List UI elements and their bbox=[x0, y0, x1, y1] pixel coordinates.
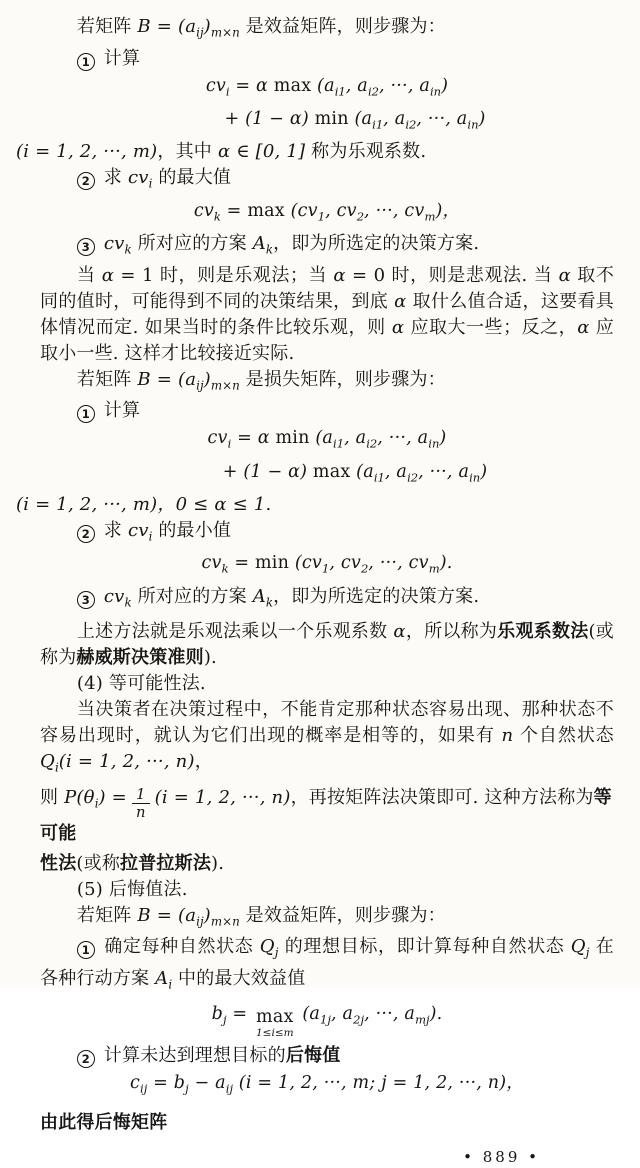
text-segment: i bbox=[148, 529, 153, 544]
text-segment: 性法 bbox=[40, 852, 77, 874]
text-segment: = α bbox=[229, 75, 274, 96]
cvk-max-formula bbox=[40, 198, 614, 230]
text-segment: (cv bbox=[289, 553, 322, 574]
text-segment: i1 bbox=[372, 117, 384, 132]
step1-compute-loss bbox=[40, 398, 614, 424]
text-segment: ). bbox=[439, 553, 453, 574]
text-segment: B bbox=[137, 904, 151, 926]
text-segment: k bbox=[213, 209, 221, 224]
text-segment: (或称为 bbox=[40, 621, 615, 669]
text-segment: (i = 1, 2, ···, m) bbox=[16, 493, 158, 515]
text-segment: A bbox=[155, 967, 169, 989]
text-segment: ，再按矩阵法决策即可. 这种方法称为 bbox=[290, 786, 594, 808]
text-segment: i bbox=[168, 977, 173, 992]
operator-name: max bbox=[256, 1006, 294, 1027]
text-segment: 计算 bbox=[97, 47, 141, 69]
text-segment: k bbox=[221, 561, 229, 576]
text-segment: m×n bbox=[210, 25, 240, 40]
text-segment: 取什么值合适，这要看具体情况而定. 如果当时的条件比较乐观，则 bbox=[40, 290, 614, 338]
text-segment: ) bbox=[203, 16, 211, 37]
text-segment: Q bbox=[259, 936, 275, 958]
text-segment: , a bbox=[344, 428, 367, 449]
text-segment: 若矩阵 bbox=[76, 16, 138, 37]
text-segment: k bbox=[124, 242, 132, 257]
text-segment: , cv bbox=[325, 200, 357, 221]
section5-heading bbox=[40, 877, 614, 903]
text-segment: 中的最大效益值 bbox=[172, 967, 306, 989]
circled-number: 3 bbox=[77, 591, 95, 609]
text-segment: (或称 bbox=[76, 852, 121, 874]
text-segment: i2 bbox=[367, 83, 379, 98]
text-segment: 应取小一些. 这样才比较接近实际. bbox=[40, 316, 614, 364]
text-segment: (5) 后悔值法. bbox=[76, 878, 188, 900]
text-segment: ，其中 bbox=[157, 141, 218, 163]
text-segment: , ···, a bbox=[418, 461, 470, 482]
text-segment: m bbox=[428, 561, 440, 576]
text-segment: i bbox=[54, 760, 59, 775]
text-segment: = bbox=[220, 200, 248, 221]
text-segment: = 1 时，则是乐观法；当 bbox=[114, 264, 334, 286]
text-segment: 求 bbox=[97, 519, 128, 541]
step2-find-min bbox=[40, 518, 614, 550]
text-segment: , cv bbox=[329, 553, 361, 574]
text-segment: B bbox=[137, 368, 151, 390]
section4-heading bbox=[40, 671, 614, 697]
text-segment: α bbox=[214, 493, 227, 515]
text-segment: , a bbox=[330, 1004, 354, 1025]
text-segment: 的最大值 bbox=[152, 167, 232, 189]
operator-limits: 1≤i≤m bbox=[256, 1027, 294, 1040]
text-segment: (a bbox=[296, 1004, 321, 1025]
text-segment: i1 bbox=[334, 83, 346, 98]
text-segment: ) bbox=[441, 75, 449, 96]
equal-likelihood-paragraph bbox=[40, 697, 614, 781]
text-segment: 确定每种自然状态 bbox=[97, 936, 260, 958]
bj-max-formula bbox=[40, 1001, 614, 1038]
text-segment: ，即为所选定的决策方案. bbox=[273, 233, 480, 255]
text-segment: ，所以称为 bbox=[405, 621, 498, 643]
cv-max-formula bbox=[40, 73, 614, 105]
fraction-denominator: n bbox=[132, 803, 150, 821]
circled-number: 2 bbox=[77, 172, 95, 190]
text-segment: (4) 等可能性法. bbox=[76, 673, 206, 695]
text-segment: c bbox=[130, 1072, 141, 1093]
text-segment: j bbox=[585, 945, 590, 960]
text-segment: (i = 1, 2, ···, m) bbox=[16, 141, 158, 163]
step3-selected-plan bbox=[40, 231, 614, 263]
range-optimism-coefficient bbox=[16, 139, 614, 165]
text-segment: ij bbox=[196, 378, 204, 393]
text-segment: 等可能 bbox=[40, 786, 612, 844]
text-segment: n bbox=[501, 725, 514, 747]
text-segment: ij bbox=[196, 914, 204, 929]
text-segment: α bbox=[394, 290, 407, 312]
fraction-numerator: 1 bbox=[136, 786, 146, 804]
text-segment: k bbox=[124, 595, 132, 610]
text-segment: , ···, cv bbox=[364, 200, 425, 221]
text-segment: 后悔值 bbox=[285, 1044, 341, 1066]
text-segment: 上述方法就是乐观法乘以一个乐观系数 bbox=[76, 621, 394, 643]
text-segment: in bbox=[469, 469, 481, 484]
hurwicz-method-paragraph bbox=[40, 619, 614, 671]
text-segment: cv bbox=[205, 75, 226, 96]
step1-compute bbox=[40, 46, 614, 72]
text-segment: , ···, a bbox=[377, 428, 429, 449]
text-segment: ) = bbox=[98, 786, 127, 808]
circled-number: 2 bbox=[77, 525, 95, 543]
text-segment: ). bbox=[211, 852, 225, 874]
text-segment: m×n bbox=[210, 378, 240, 393]
text-segment: P(θ bbox=[64, 786, 95, 808]
step3-selected-plan-loss bbox=[40, 584, 614, 616]
text-segment: = α bbox=[231, 428, 276, 449]
text-segment: i1 bbox=[373, 469, 385, 484]
text-segment: = 0 时，则是悲观法. 当 bbox=[345, 264, 559, 286]
step2-find-max bbox=[40, 165, 614, 197]
text-segment: α bbox=[101, 264, 115, 286]
text-segment: i bbox=[94, 796, 99, 811]
text-segment: α bbox=[333, 264, 346, 286]
text-segment: 1 bbox=[321, 561, 330, 576]
text-segment: max bbox=[312, 461, 351, 482]
text-segment: = bbox=[226, 1004, 253, 1025]
text-segment: α bbox=[393, 621, 406, 643]
text-segment: cv bbox=[103, 233, 125, 255]
text-segment: 拉普拉斯法 bbox=[120, 852, 212, 874]
text-segment: = (a bbox=[150, 368, 197, 390]
text-segment: 1j bbox=[320, 1012, 331, 1027]
probability-fraction-line bbox=[40, 785, 614, 847]
cvk-min-formula bbox=[40, 550, 614, 582]
text-segment: min bbox=[255, 553, 290, 574]
text-segment: α ∈ [0, 1] bbox=[217, 141, 306, 163]
text-segment: B bbox=[137, 16, 151, 37]
text-segment: m×n bbox=[210, 914, 240, 929]
text-segment: ) bbox=[480, 461, 488, 482]
text-segment: 则 bbox=[40, 786, 65, 808]
text-segment: min bbox=[275, 428, 310, 449]
circled-number: 1 bbox=[77, 405, 95, 423]
text-segment: ≤ 1. bbox=[226, 493, 272, 515]
text-segment: (i = 1, 2, ···, n) bbox=[58, 751, 195, 773]
text-segment: Q bbox=[40, 751, 55, 773]
text-segment: = (a bbox=[150, 904, 197, 926]
text-segment: α bbox=[391, 316, 405, 338]
text-segment: min bbox=[314, 108, 349, 129]
text-segment: m bbox=[424, 209, 436, 224]
text-segment: i2 bbox=[407, 469, 419, 484]
text-segment: cv bbox=[127, 519, 149, 541]
laplace-method-line bbox=[40, 851, 614, 877]
cv-min-formula-cont bbox=[40, 106, 614, 138]
text-segment: )， bbox=[435, 200, 461, 221]
cv-min-formula bbox=[40, 425, 614, 457]
text-segment: + (1 − α) bbox=[224, 108, 315, 129]
text-segment: 所对应的方案 bbox=[131, 585, 253, 607]
text-segment: ) bbox=[439, 428, 447, 449]
text-segment: 应取大一些；反之， bbox=[404, 316, 578, 338]
text-segment: 计算未达到理想目标的 bbox=[97, 1044, 286, 1066]
text-segment: + (1 − α) bbox=[222, 461, 313, 482]
text-segment: (a bbox=[348, 108, 373, 129]
text-segment: ，即为所选定的决策方案. bbox=[273, 585, 480, 607]
text-segment: , a bbox=[345, 75, 368, 96]
text-segment: ij bbox=[140, 1080, 148, 1095]
text-segment: 当决策者在决策过程中，不能肯定那种状态容易出现、那种状态不容易出现时，就认为它们出现的概率是相等的，如果有 bbox=[40, 699, 614, 747]
text-segment: 若矩阵 bbox=[76, 904, 138, 926]
text-segment: 计算 bbox=[97, 400, 141, 422]
regret-value-formula bbox=[40, 1070, 614, 1102]
text-segment: cv bbox=[193, 200, 214, 221]
text-segment: = bbox=[228, 553, 255, 574]
text-segment: ). bbox=[429, 1004, 443, 1025]
text-segment: , a bbox=[384, 461, 408, 482]
cv-max-formula-cont bbox=[40, 459, 614, 491]
text-segment: , a bbox=[383, 108, 406, 129]
document-body bbox=[16, 14, 615, 1136]
text-segment: (a bbox=[350, 461, 374, 482]
text-segment: in bbox=[428, 436, 440, 451]
text-segment: 当 bbox=[76, 264, 102, 286]
text-segment: (i = 1, 2, ···, m; j = 1, 2, ···, n)， bbox=[233, 1072, 524, 1093]
text-segment: (a bbox=[309, 428, 334, 449]
text-segment: (a bbox=[311, 75, 335, 96]
text-segment: 求 bbox=[97, 167, 128, 189]
text-segment: ). bbox=[203, 647, 217, 669]
benefit-matrix-intro bbox=[40, 14, 614, 46]
text-segment: 称为乐观系数. bbox=[305, 141, 427, 163]
text-segment: ij bbox=[225, 1080, 234, 1095]
text-segment: ) bbox=[203, 368, 211, 390]
text-segment: i2 bbox=[405, 117, 417, 132]
text-segment: − a bbox=[188, 1072, 226, 1093]
text-segment: A bbox=[252, 233, 266, 255]
text-segment: Q bbox=[570, 936, 586, 958]
text-segment: i2 bbox=[366, 436, 378, 451]
text-segment: b bbox=[211, 1004, 224, 1025]
text-segment: j bbox=[185, 1080, 189, 1095]
text-segment: , ···, a bbox=[379, 75, 430, 96]
text-segment: cv bbox=[103, 585, 125, 607]
text-segment: max bbox=[273, 75, 312, 96]
circled-number: 1 bbox=[77, 941, 95, 959]
text-segment: 是效益矩阵，则步骤为： bbox=[239, 16, 446, 37]
step2-regret-value bbox=[40, 1043, 614, 1069]
page-number: • 889 • bbox=[463, 1147, 540, 1166]
regret-matrix-conclusion bbox=[40, 1110, 614, 1136]
text-segment: 由此得后悔矩阵 bbox=[40, 1111, 168, 1133]
text-segment: , ···, cv bbox=[368, 553, 429, 574]
text-segment: , ···, a bbox=[416, 108, 468, 129]
text-segment: 所对应的方案 bbox=[131, 233, 253, 255]
text-segment: k bbox=[265, 595, 274, 610]
text-segment: i bbox=[227, 436, 232, 451]
text-segment: i bbox=[148, 176, 153, 191]
circled-number: 2 bbox=[77, 1050, 95, 1068]
text-segment: A bbox=[252, 585, 266, 607]
alpha-discussion-paragraph bbox=[40, 263, 614, 367]
text-segment: max bbox=[247, 200, 285, 221]
text-segment: k bbox=[265, 242, 274, 257]
text-segment: 是损失矩阵，则步骤为： bbox=[239, 368, 446, 390]
text-segment: 赫威斯决策准则 bbox=[76, 647, 204, 669]
text-segment: ， bbox=[194, 751, 213, 773]
text-segment: 个自然状态 bbox=[513, 725, 614, 747]
text-segment: mj bbox=[415, 1012, 430, 1027]
text-segment: 2j bbox=[353, 1012, 365, 1027]
text-segment: = (a bbox=[150, 16, 197, 37]
text-segment: j bbox=[274, 945, 279, 960]
text-segment: ) bbox=[203, 904, 211, 926]
text-segment: 的理想目标，即计算每种自然状态 bbox=[278, 936, 571, 958]
text-segment: = b bbox=[147, 1072, 186, 1093]
text-segment: ) bbox=[478, 108, 486, 129]
text-segment: in bbox=[429, 83, 442, 98]
text-segment: 在各种行动方案 bbox=[40, 936, 615, 989]
circled-number: 3 bbox=[77, 238, 95, 256]
text-segment: 的最小值 bbox=[152, 519, 232, 541]
text-segment: (i = 1, 2, ···, n) bbox=[154, 786, 291, 808]
fraction bbox=[132, 788, 150, 821]
text-segment: i1 bbox=[333, 436, 345, 451]
range-alpha bbox=[16, 492, 614, 518]
text-segment: cv bbox=[127, 167, 149, 189]
text-segment: 1 bbox=[317, 209, 326, 224]
text-segment: 2 bbox=[356, 209, 365, 224]
text-segment: i bbox=[225, 83, 230, 98]
text-segment: α bbox=[577, 316, 590, 338]
text-segment: 取不同的值时，可能得到不同的决策结果，到底 bbox=[40, 264, 615, 312]
text-segment: 乐观系数法 bbox=[497, 621, 589, 643]
max-operator-with-limits bbox=[256, 1006, 294, 1040]
text-segment: cv bbox=[207, 428, 228, 449]
text-segment: 是效益矩阵，则步骤为： bbox=[239, 904, 446, 926]
text-segment: α bbox=[558, 264, 571, 286]
text-segment: in bbox=[467, 117, 479, 132]
loss-matrix-intro bbox=[40, 367, 614, 399]
text-segment: 2 bbox=[360, 561, 369, 576]
text-segment: 若矩阵 bbox=[76, 368, 138, 390]
text-segment: , ···, a bbox=[364, 1004, 416, 1025]
step1-ideal-target-paragraph bbox=[40, 934, 614, 997]
text-segment: ，0 ≤ bbox=[157, 493, 215, 515]
text-segment: ij bbox=[196, 25, 204, 40]
text-segment: (cv bbox=[284, 200, 318, 221]
text-segment: cv bbox=[201, 553, 222, 574]
text-segment: j bbox=[223, 1012, 227, 1027]
regret-benefit-matrix-intro bbox=[40, 903, 614, 935]
circled-number: 1 bbox=[77, 53, 95, 71]
